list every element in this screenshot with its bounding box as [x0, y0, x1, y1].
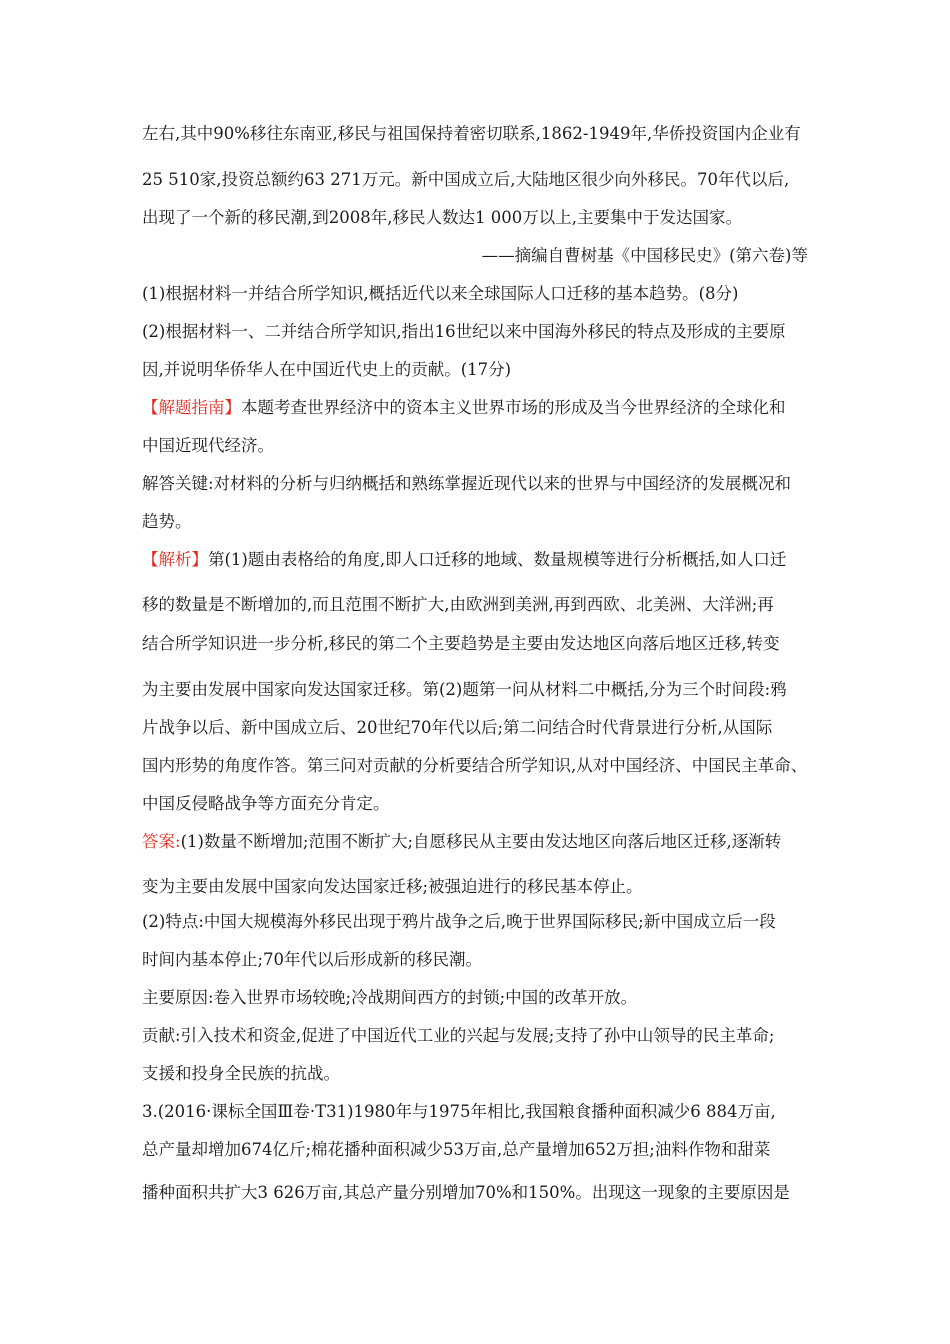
material-line: 出现了一个新的移民潮,到2008年,移民人数达1 000万以上,主要集中于发达国家。: [142, 208, 742, 227]
answer-line: 支援和投身全民族的抗战。: [142, 1064, 340, 1083]
question-2-line: 因,并说明华侨华人在中国近代史上的贡献。(17分): [142, 360, 512, 379]
analysis-line: [142, 549, 786, 571]
key-line: 解答关键:对材料的分析与归纳概括和熟练掌握近现代以来的世界与中国经济的发展概况和: [142, 474, 792, 493]
answer-line: (2)特点:中国大规模海外移民出现于鸦片战争之后,晚于世界国际移民;新中国成立后一段: [142, 912, 776, 931]
material-line: 左右,其中90%移往东南亚,移民与祖国保持着密切联系,1862-1949年,华侨投资国内企业有: [142, 124, 801, 143]
analysis-line: 片战争以后、新中国成立后、20世纪70年代以后;第二问结合时代背景进行分析,从国际: [142, 718, 773, 737]
source-citation: ——摘编自曹树基《中国移民史》(第六卷)等: [481, 246, 808, 265]
question-3-line: 播种面积共扩大3 626万亩,其总产量分别增加70%和150%。出现这一现象的主要原因是: [142, 1183, 790, 1202]
question-2-line: (2)根据材料一、二并结合所学知识,指出16世纪以来中国海外移民的特点及形成的主要原: [142, 322, 786, 341]
answer-text: (1)数量不断增加;范围不断扩大;自愿移民从主要由发达地区向落后地区迁移,逐渐转: [180, 832, 782, 851]
guide-tag: 【解题指南】: [142, 398, 241, 417]
analysis-line: 为主要由发展中国家向发达国家迁移。第(2)题第一问从材料二中概括,分为三个时间段:鸦: [142, 680, 787, 699]
answer-line: 主要原因:卷入世界市场较晚;冷战期间西方的封锁;中国的改革开放。: [142, 988, 638, 1007]
key-line: 趋势。: [142, 512, 192, 531]
guide-line: [142, 397, 786, 419]
analysis-text: 第(1)题由表格给的角度,即人口迁移的地域、数量规模等进行分析概括,如人口迁: [208, 550, 787, 569]
material-line: 25 510家,投资总额约63 271万元。新中国成立后,大陆地区很少向外移民。70年代以后,: [142, 170, 790, 189]
analysis-line: 中国反侵略战争等方面充分肯定。: [142, 794, 390, 813]
answer-line: 贡献:引入技术和资金,促进了中国近代工业的兴起与发展;支持了孙中山领导的民主革命;: [142, 1026, 775, 1045]
answer-line: [142, 831, 781, 853]
guide-line: 中国近现代经济。: [142, 436, 274, 455]
analysis-line: 结合所学知识进一步分析,移民的第二个主要趋势是主要由发达地区向落后地区迁移,转变: [142, 634, 780, 653]
analysis-line: 国内形势的角度作答。第三问对贡献的分析要结合所学知识,从对中国经济、中国民主革命、: [142, 756, 808, 775]
question-3-line: 3.(2016·课标全国Ⅲ卷·T31)1980年与1975年相比,我国粮食播种面积减少6 884万亩,: [142, 1102, 776, 1121]
analysis-tag: 【解析】: [142, 550, 208, 569]
question-1: (1)根据材料一并结合所学知识,概括近代以来全球国际人口迁移的基本趋势。(8分): [142, 284, 739, 303]
question-3-line: 总产量却增加674亿斤;棉花播种面积减少53万亩,总产量增加652万担;油料作物和甜菜: [142, 1140, 771, 1159]
analysis-line: 移的数量是不断增加的,而且范围不断扩大,由欧洲到美洲,再到西欧、北美洲、大洋洲;再: [142, 595, 774, 614]
guide-text: 本题考查世界经济中的资本主义世界市场的形成及当今世界经济的全球化和: [241, 398, 786, 417]
answer-line: 变为主要由发展中国家向发达国家迁移;被强迫进行的移民基本停止。: [142, 877, 643, 896]
answer-tag: 答案:: [142, 832, 181, 851]
answer-line: 时间内基本停止;70年代以后形成新的移民潮。: [142, 950, 483, 969]
